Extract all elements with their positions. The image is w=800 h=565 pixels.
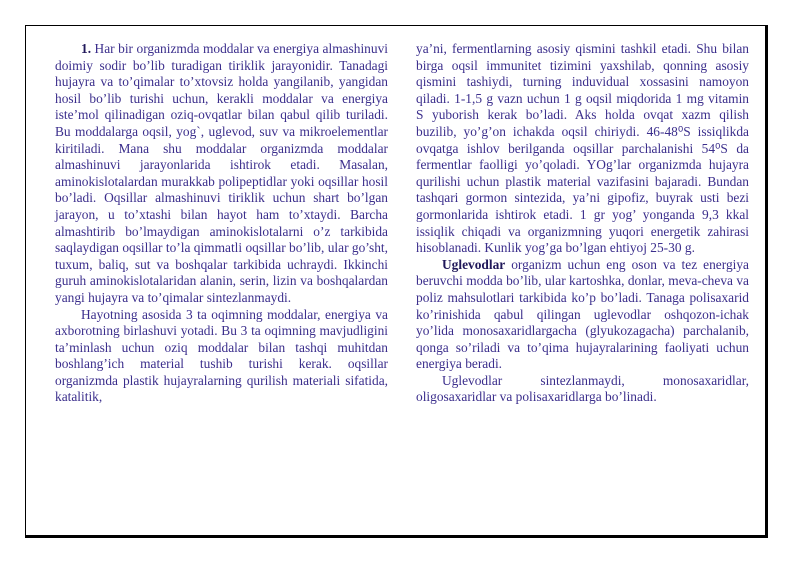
left-column — [55, 41, 388, 406]
paragraph-proteins — [55, 41, 388, 307]
term-carbohydrates: Uglevodlar — [442, 256, 506, 272]
paragraph-text: organizm uchun eng oson va tez energiya beruvchi modda bo’lib, ular kartoshka, donlar, meva-cheva va poliz mahsulotlari tarkibida ko’p bo’ladi. Tanaga polisaxarid ko’rinishida qabul qilingan uglevodlar oshqozon-ichak yo’lida monosaxaridlargacha (glyukozagacha) parchalanib, qonga so’riladi va to’qima hujayralarining faoliyati uchun energiya beradi. — [416, 256, 749, 372]
paragraph-text: Har bir organizmda moddalar va energiya almashinuvi doimiy sodir bo’lib turadigan tiriklik jarayonidir. Tanadagi hujayra va to’qimalar to’xtovsiz holda yangilanib, yangidan hosil bo’lib turishi uchun, kerakli moddalar va energiya iste’mol qilinadigan oziq-ovqatlar bilan qabul qilib turiladi. Bu moddalarga oqsil, yog`, uglevod, suv va mikroelementlar kiritiladi. Mana shu moddalar organizmda moddalar almashinuvi jarayonlarida ishtirok etadi. Masalan, aminokislotalardan murakkab polipeptidlar yoki oqsillar hosil bo’ladi. Oqsillar almashinuvi tiriklik uchun shart bo’lgan jarayon, u to’xtashi bilan hayot ham to’xtaydi. Barcha almashtirib bo’lmaydigan aminokislotalarni o’z tarkibida saqlaydigan oqsillar to’la qimmatli oqsillar bo’lib, ular go’sht, tuxum, baliq, sut va boshqalar tarkibida uchraydi. Ikkinchi guruh aminokislotalaridan alanin, serin, lizin va boshqalardan yangi hujayra va to’qimalar sintezlanmaydi. — [55, 41, 388, 305]
paragraph-carbohydrate-types: Uglevodlar sintezlanmaydi, monosaxaridlar, oligosaxaridlar va polisaxaridlarga bo’linadi. — [416, 372, 749, 405]
right-column — [416, 41, 749, 406]
paragraph-number: 1. — [81, 41, 92, 56]
paragraph-life-flows: Hayotning asosida 3 ta oqimning moddalar, energiya va axborotning birlashuvi yotadi. Bu 3 ta oqimning mavjudligini ta’minlash uchun oziq moddalar bilan tashqi muhitdan boshlang’ich material tushib turishi kerak. oqsillar organizmda plastik hujayralarning qurilish materiali sifatida, katalitik, — [55, 306, 388, 405]
paragraph-proteins-continued: ya’ni, fermentlarning asosiy qismini tashkil etadi. Shu bilan birga oqsil immunitet tizimini yaxshilab, qonning asosiy qismini tashiydi, turning induvidual xossasini namoyon qiladi. 1-1,5 g vazn uchun 1 g oqsil miqdorida 1 mg vitamin S yuborish kerak bo’ladi. Aks holda ovqat xazm qilish buzilib, yo’g’on ichakda oqsil chiriydi. 46-48⁰S issiqlikda ovqatga ishlov berilganda oqsillar parchalanishi 54⁰S da fermentlar faolligi yo’qoladi. YOg’lar organizmda hujayra qurilishi uchun plastik material vazifasini bajaradi. Bundan tashqari gormon sintezida, ya’ni gipofiz, buyrak usti bezi gormonlarida ishtirok etadi. 1 gr yog’ yonganda 9,3 kkal issiqlik chiqadi va organizmning yuqori energetik zahirasi hisoblanadi. Kunlik yog’ga bo’lgan ehtiyoj 25-30 g. — [416, 41, 749, 256]
paragraph-carbohydrates — [416, 257, 749, 373]
page-frame — [25, 25, 768, 538]
